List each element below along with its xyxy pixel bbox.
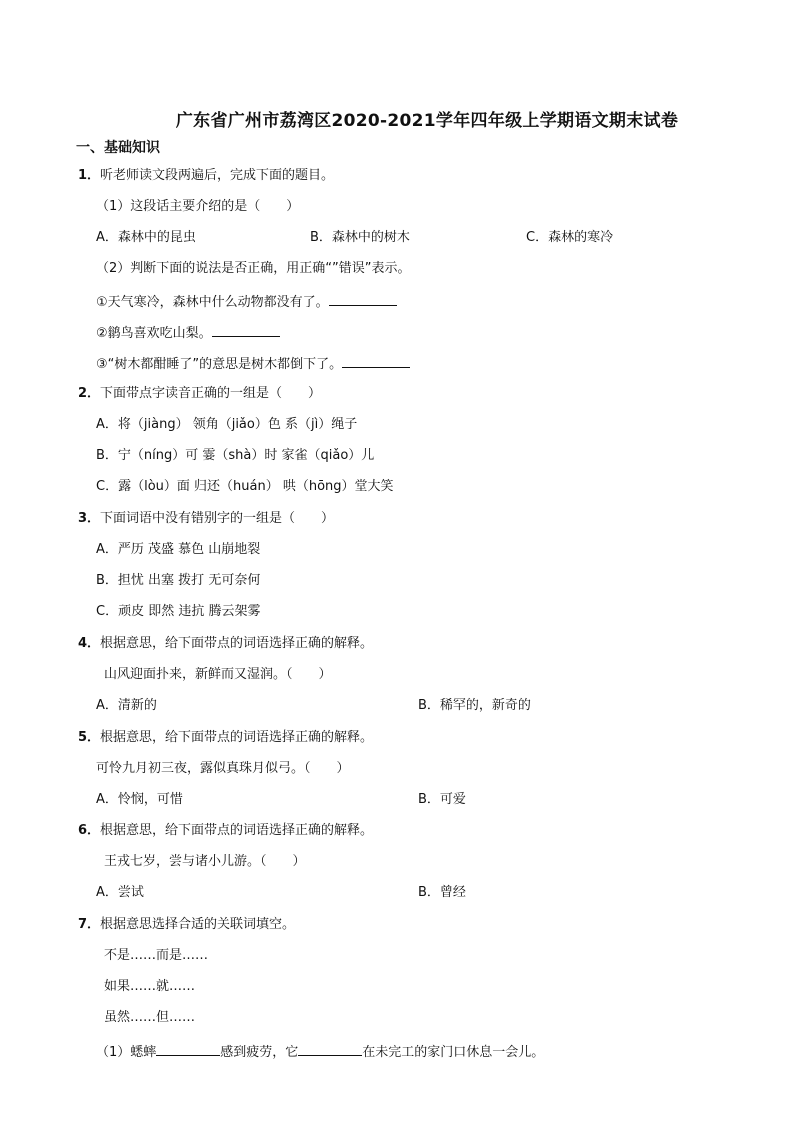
q4-option-a[interactable]: A．清新的 [96,698,157,713]
q5-option-a[interactable]: A．怜悯，可惜 [96,792,183,807]
question-number: 7． [78,917,101,932]
answer-blank[interactable] [212,322,280,337]
judge-text: ②鹟鸟喜欢吃山梨。 [96,326,212,341]
q2-option-a[interactable]: A．将（jiàng） 领角（jiǎo）色 系（jì）绳子 [96,417,358,432]
question-stem: 听老师读文段两遍后，完成下面的题目。 [100,168,335,183]
q3-option-b[interactable]: B．担忧 出塞 拨打 无可奈何 [96,573,261,588]
question-stem: 根据意思，给下面带点的词语选择正确的解释。 [100,636,374,651]
answer-blank[interactable] [156,1041,220,1056]
question-number: 5． [78,730,101,745]
judge-text: ③“树木都酣睡了”的意思是树木都倒下了。 [96,357,343,372]
q1-option-b[interactable]: B．森林中的树木 [310,230,410,245]
q6-sentence: 王戎七岁，尝与诸小儿游。（ ） [104,854,306,869]
question-5 [78,729,373,747]
q7-fill-sentence [96,1041,544,1062]
question-7 [78,916,295,934]
question-stem: 根据意思，给下面带点的词语选择正确的解释。 [100,823,374,838]
q6-option-a[interactable]: A．尝试 [96,885,144,900]
question-number: 3． [78,511,101,526]
question-stem: 根据意思，给下面带点的词语选择正确的解释。 [100,730,374,745]
question-6 [78,822,373,840]
q2-option-b[interactable]: B．宁（níng）可 霎（shà）时 家雀（qiǎo）儿 [96,448,375,463]
question-stem: 下面词语中没有错别字的一组是（ ） [100,511,335,526]
conjunction-pair: 如果……就…… [104,979,196,994]
fill-text: 感到疲劳，它 [220,1045,299,1060]
judge-text: ①天气寒冷，森林中什么动物都没有了。 [96,295,329,310]
fill-text: 在未完工的家门口休息一会儿。 [362,1045,545,1060]
question-1 [78,167,334,185]
question-number: 6． [78,823,101,838]
question-stem: 下面带点字读音正确的一组是（ ） [100,386,322,401]
question-3 [78,510,334,528]
q1-sub2: （2）判断下面的说法是否正确，用正确“”错误”表示。 [96,261,411,276]
page-title: 广东省广州市荔湾区2020-2021学年四年级上学期语文期末试卷 [175,111,679,131]
q4-option-b[interactable]: B．稀罕的，新奇的 [418,698,531,713]
question-number: 4． [78,636,101,651]
q5-option-b[interactable]: B．可爱 [418,792,466,807]
question-number: 2． [78,386,101,401]
q2-option-c[interactable]: C．露（lòu）面 归还（huán） 哄（hōng）堂大笑 [96,479,394,494]
question-4 [78,635,373,653]
judge-item-3 [96,353,410,374]
q3-option-a[interactable]: A．严历 茂盛 慕色 山崩地裂 [96,542,261,557]
q4-sentence: 山风迎面扑来，新鲜而又湿润。（ ） [104,667,332,682]
q1-option-a[interactable]: A．森林中的昆虫 [96,230,196,245]
judge-item-1 [96,291,397,312]
section-heading: 一、基础知识 [76,140,160,156]
answer-blank[interactable] [342,353,410,368]
conjunction-pair: 不是……而是…… [104,948,209,963]
judge-item-2 [96,322,280,343]
q1-sub1: （1）这段话主要介绍的是（ ） [96,199,300,214]
answer-blank[interactable] [298,1041,362,1056]
conjunction-pair: 虽然……但…… [104,1010,196,1025]
q3-option-c[interactable]: C．顽皮 即然 违抗 腾云架雾 [96,604,261,619]
question-number: 1． [78,168,101,183]
question-stem: 根据意思选择合适的关联词填空。 [100,917,296,932]
answer-blank[interactable] [329,291,397,306]
fill-text: （1）蟋蟀 [96,1045,157,1060]
q1-option-c[interactable]: C．森林的寒冷 [526,230,614,245]
q5-sentence: 可怜九月初三夜，露似真珠月似弓。（ ） [96,761,350,776]
q6-option-b[interactable]: B．曾经 [418,885,466,900]
question-2 [78,385,321,403]
